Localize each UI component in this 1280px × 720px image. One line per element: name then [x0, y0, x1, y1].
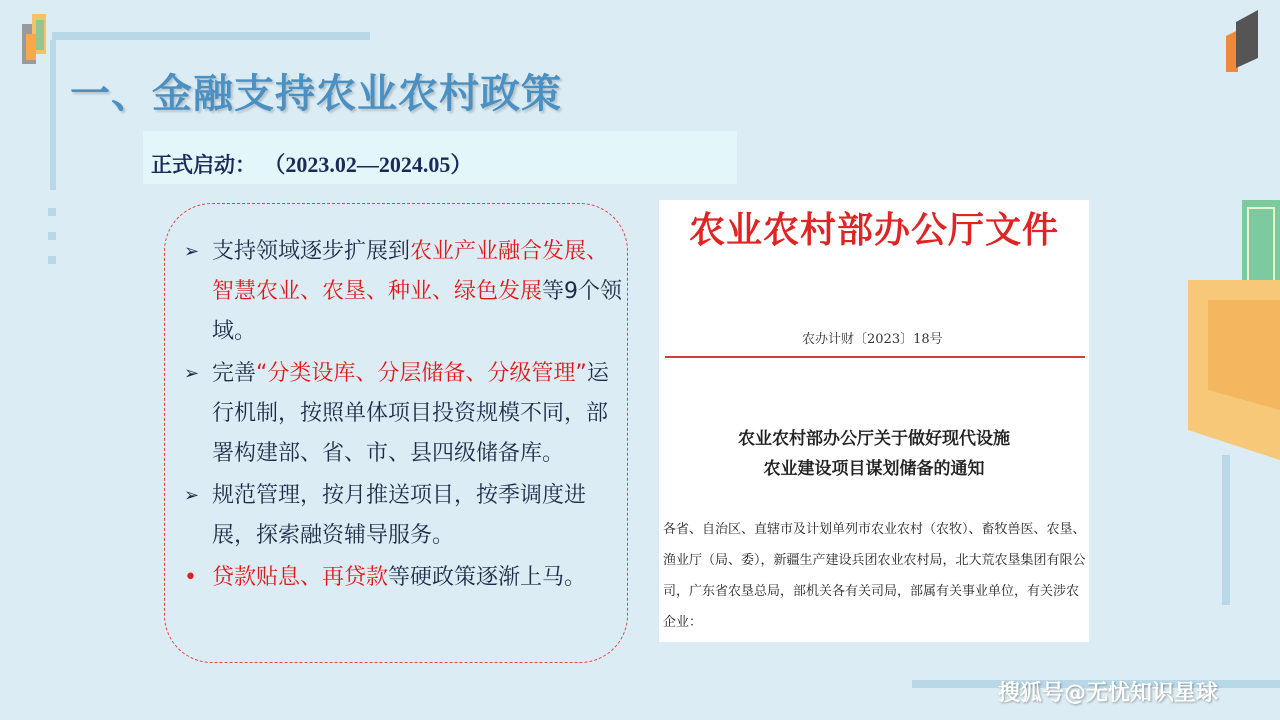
bullet-list — [182, 232, 622, 600]
bullet-highlight-text: “分类设库、分层储备、分级管理” — [256, 361, 587, 386]
bullet-marker-icon: ➢ — [184, 363, 200, 384]
bullet-highlight-text: 贷款贴息、再贷款 — [212, 565, 389, 590]
bullet-marker-icon: • — [184, 565, 197, 590]
watermark: 搜狐号@无忧知识星球 — [998, 681, 1219, 706]
bullet-text: 支持领域逐步扩展到 — [212, 239, 411, 264]
document-body: 各省、自治区、直辖市及计划单列市农业农村（农牧）、畜牧兽医、农垦、渔业厅（局、委），新疆生产建设兵团农业农村局，北大荒农垦集团有限公司，广东省农垦总局，部机关各有关司局，部属有关事业单位，有关涉农企业： — [663, 522, 1086, 630]
bullet-marker-icon: ➢ — [184, 485, 200, 506]
top-decor-bar — [52, 32, 370, 40]
document-image — [659, 200, 1089, 642]
bullet-item — [182, 354, 622, 474]
subtitle-dates: （2023.02—2024.05） — [263, 152, 473, 177]
bullet-marker-icon: ➢ — [184, 241, 200, 262]
bullet-text: 完善 — [212, 361, 257, 386]
document-header: 农业农村部办公厅文件 — [688, 209, 1059, 251]
subtitle-label: 正式启动： — [151, 153, 256, 177]
page-title: 一、金融支持农业农村政策 — [70, 71, 562, 117]
corner-decor-top-right — [1222, 6, 1262, 72]
document-title-line-1: 农业农村部办公厅关于做好现代设施 — [738, 429, 1010, 449]
decor-dot — [48, 232, 56, 240]
document-title — [659, 424, 1089, 484]
bullet-text: 规范管理，按月推送项目，按季调度进展，探索融资辅导服务。 — [212, 483, 587, 548]
document-number: 农办计财〔2023〕18号 — [802, 332, 943, 347]
right-decor-bar — [1222, 455, 1230, 605]
bullet-item — [182, 232, 622, 352]
decor-dot — [48, 208, 56, 216]
corner-decor-top-left — [18, 10, 54, 70]
bullet-text: 等9个领域。 — [212, 279, 623, 344]
bullet-text: 等硬政策逐渐上马。 — [388, 565, 587, 590]
decor-dot — [48, 256, 56, 264]
subtitle — [151, 148, 472, 179]
bullet-text: 运行机制，按照单体项目投资规模不同，部署构建部、省、市、县四级储备库。 — [212, 361, 609, 466]
right-side-decor — [1188, 200, 1280, 460]
bullet-highlight-text: 农业产业融合发展、智慧农业、农垦、种业、绿色发展 — [212, 239, 609, 304]
bullet-item — [182, 476, 622, 556]
document-divider — [665, 356, 1085, 358]
document-title-line-2: 农业建设项目谋划储备的通知 — [763, 459, 985, 479]
bullet-item — [182, 558, 622, 598]
